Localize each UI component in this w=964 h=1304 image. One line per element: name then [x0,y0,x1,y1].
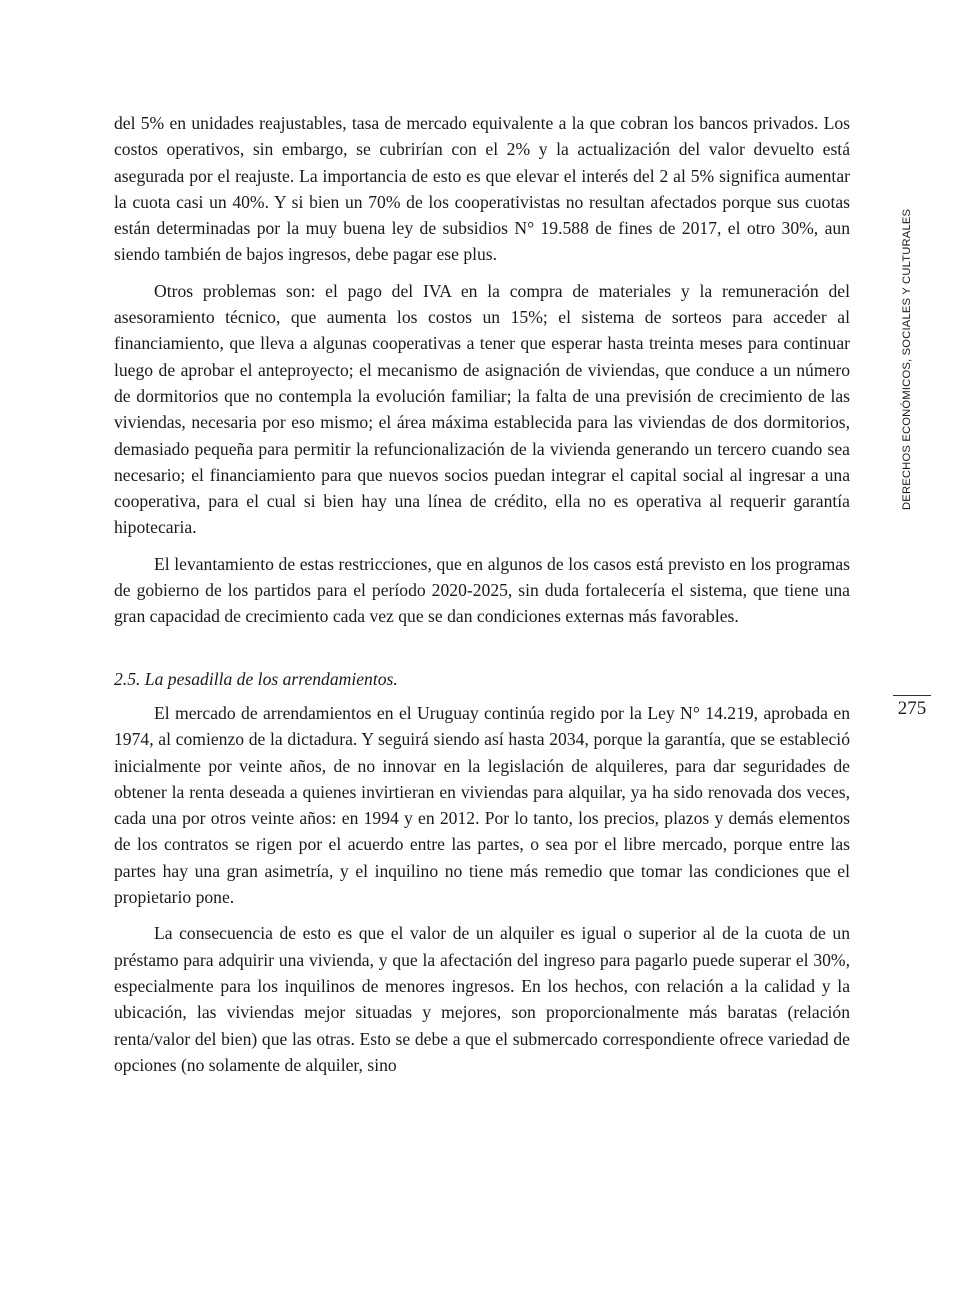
paragraph-5: La consecuencia de esto es que el valor de un alquiler es igual o superior al de la cuota de un préstamo para adquirir una vivienda, y que la afectación del ingreso para pagarlo puede superar el 30%, especialmente para los inquilinos de menores ingresos. En los hechos, con relación a la calidad y la ubicación, las viviendas mejor situadas y mejores, son proporcionalmente más baratas (relación renta/valor del bien) que las otras. Esto se debe a que el submercado correspondiente ofrece variedad de opciones (no solamente de alquiler, sino [114,923,850,1075]
paragraph-3: El levantamiento de estas restricciones, que en algunos de los casos está previsto en los programas de gobierno de los partidos para el período 2020-2025, sin duda fortalecería el sistema, que tiene una gran capacidad de crecimiento cada vez que se dan condiciones externas más favorables. [114,553,850,627]
section-heading: 2.5. La pesadilla de los arrendamientos. [114,668,398,689]
paragraph-1: del 5% en unidades reajustables, tasa de mercado equivalente a la que cobran los bancos privados. Los costos operativos, sin embargo, se cubrirían con el 2% y la actualización del valor devuelto está asegurada por el reajuste. La importancia de esto es que elevar el interés del 2 al 5% significa aumentar la cuota casi un 40%. Y si bien un 70% de los cooperativistas no resultan afectados porque sus cuotas están determinadas por la muy buena ley de subsidios N° 19.588 de fines de 2017, el otro 30%, aun siendo también de bajos ingresos, debe pagar ese plus. [114,113,850,265]
running-header: DERECHOS ECONÓMICOS, SOCIALES Y CULTURALES [901,208,913,510]
body-text [114,110,850,1088]
page-number: 275 [893,695,931,720]
paragraph-2: Otros problemas son: el pago del IVA en la compra de materiales y la remuneración del asesoramiento técnico, que aumenta los costos un 15%; el sistema de sorteos para acceder al financiamiento, que lleva a algunas cooperativas a tener que esperar hasta treinta meses para continuar luego de aprobar el anteproyecto; el mecanismo de asignación de viviendas, que conduce a un número de dormitorios que no contempla la evolución familiar; la falta de una previsión de crecimiento de las viviendas, necesaria por eso mismo; el área máxima establecida para las viviendas de dos dormitorios, demasiado pequeña para permitir la refuncionalización de la vivienda generando un tercero cuando sea necesario; el financiamiento para que nuevos socios puedan integrar el capital social al ingresar a una cooperativa, para el cual si bien hay una línea de crédito, ella no es operativa al requerir garantía hipotecaria. [114,280,850,538]
paragraph-4: El mercado de arrendamientos en el Uruguay continúa regido por la Ley N° 14.219, aprobada en 1974, al comienzo de la dictadura. Y seguirá siendo así hasta 2034, porque la garantía, que se estableció inicialmente por veinte años, de no innovar en la legislación de alquileres, para dar seguridades de obtener la renta deseada a quienes invirtieran en viviendas para alquilar, ya ha sido renovada dos veces, cada una por otros veinte años: en 1994 y en 2012. Por lo tanto, los precios, plazos y demás elementos de los contratos se rigen por el acuerdo entre las partes, o sea por el libre mercado, porque entre las partes hay una gran asimetría, y el inquilino no tiene más remedio que tomar las condiciones que el propietario pone. [114,702,850,908]
